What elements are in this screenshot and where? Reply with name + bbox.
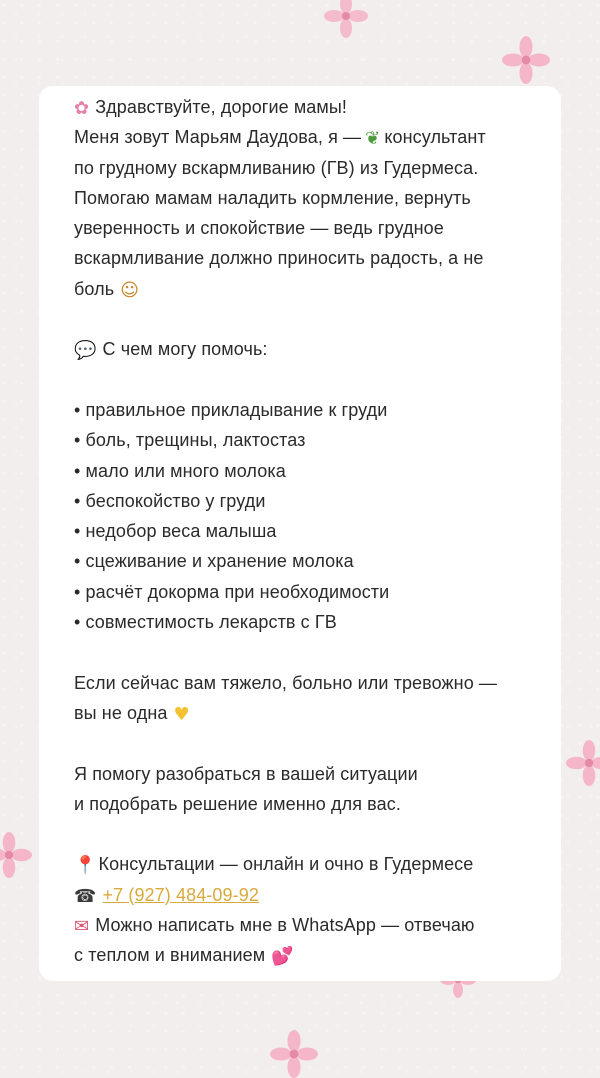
offer-line-2: и подобрать решение именно для вас. xyxy=(74,793,401,814)
help-list-item: • мало или много молока xyxy=(74,460,286,481)
consult-text: Консультации — онлайн и очно в Гудермесе xyxy=(98,854,474,875)
herb-icon: ❦ xyxy=(365,128,381,150)
phone-link[interactable]: +7 (927) 484-09-92 xyxy=(102,884,259,905)
whatsapp-line-2 xyxy=(74,940,541,970)
telephone-icon: ☎ xyxy=(74,885,97,907)
flower-decoration-top-right xyxy=(502,36,550,84)
whatsapp-line-1 xyxy=(74,910,541,940)
intro-text-1a: Меня зовут Марьям Даудова, я — xyxy=(74,127,362,148)
consult-line xyxy=(74,849,541,879)
intro-line-1 xyxy=(74,122,541,152)
intro-line-2: по грудному вскармливанию (ГВ) из Гудермеса. xyxy=(74,157,479,178)
whatsapp-text-1: Можно написать мне в WhatsApp — отвечаю xyxy=(95,915,475,936)
post-card xyxy=(39,86,561,981)
spacer xyxy=(74,728,541,758)
support-line-1: Если сейчас вам тяжело, больно или тревожно — xyxy=(74,672,498,693)
support-text-2: вы не одна xyxy=(74,702,168,723)
cherry-blossom-icon: ✿ xyxy=(74,98,90,119)
phone-line xyxy=(74,880,541,910)
flower-decoration-bottom-center xyxy=(270,1030,318,1078)
round-pushpin-icon: 📍 xyxy=(74,855,97,877)
flower-decoration-right xyxy=(566,740,600,786)
help-list-item: • правильное прикладывание к груди xyxy=(74,399,388,420)
love-letter-icon: ✉ xyxy=(74,916,90,938)
help-heading-text: С чем могу помочь: xyxy=(102,339,268,360)
intro-line-6 xyxy=(74,274,541,304)
spacer xyxy=(74,637,541,667)
yellow-heart-icon: ♥ xyxy=(173,703,190,725)
spacer xyxy=(74,819,541,849)
help-list-item: • совместимость лекарств с ГВ xyxy=(74,612,337,633)
intro-text-1b: консультант xyxy=(384,127,486,148)
help-list-item: • недобор веса малыша xyxy=(74,521,277,542)
intro-text-6: боль xyxy=(74,278,115,299)
flower-decoration-left xyxy=(0,832,32,878)
speech-bubble-icon: 💬 xyxy=(74,340,97,362)
help-heading xyxy=(74,334,541,364)
spacer xyxy=(74,365,541,395)
flower-decoration-top-center xyxy=(324,0,368,38)
breastfeeding-icon: ☺ xyxy=(120,279,140,301)
whatsapp-text-2: с теплом и вниманием xyxy=(74,945,266,966)
help-list-item: • сцеживание и хранение молока xyxy=(74,551,354,572)
intro-line-3: Помогаю мамам наладить кормление, вернуть xyxy=(74,187,471,208)
support-line-2 xyxy=(74,698,541,728)
greeting-line xyxy=(74,92,541,122)
intro-line-5: вскармливание должно приносить радость, а не xyxy=(74,248,484,269)
help-list-item: • расчёт докорма при необходимости xyxy=(74,581,390,602)
intro-line-4: уверенность и спокойствие — ведь грудное xyxy=(74,218,444,239)
offer-line-1: Я помогу разобраться в вашей ситуации xyxy=(74,763,418,784)
spacer xyxy=(74,304,541,334)
help-list-item: • беспокойство у груди xyxy=(74,490,266,511)
two-hearts-icon: 💕 xyxy=(271,946,294,968)
greeting-text: Здравствуйте, дорогие мамы! xyxy=(95,97,348,117)
help-list-item: • боль, трещины, лактостаз xyxy=(74,430,306,451)
